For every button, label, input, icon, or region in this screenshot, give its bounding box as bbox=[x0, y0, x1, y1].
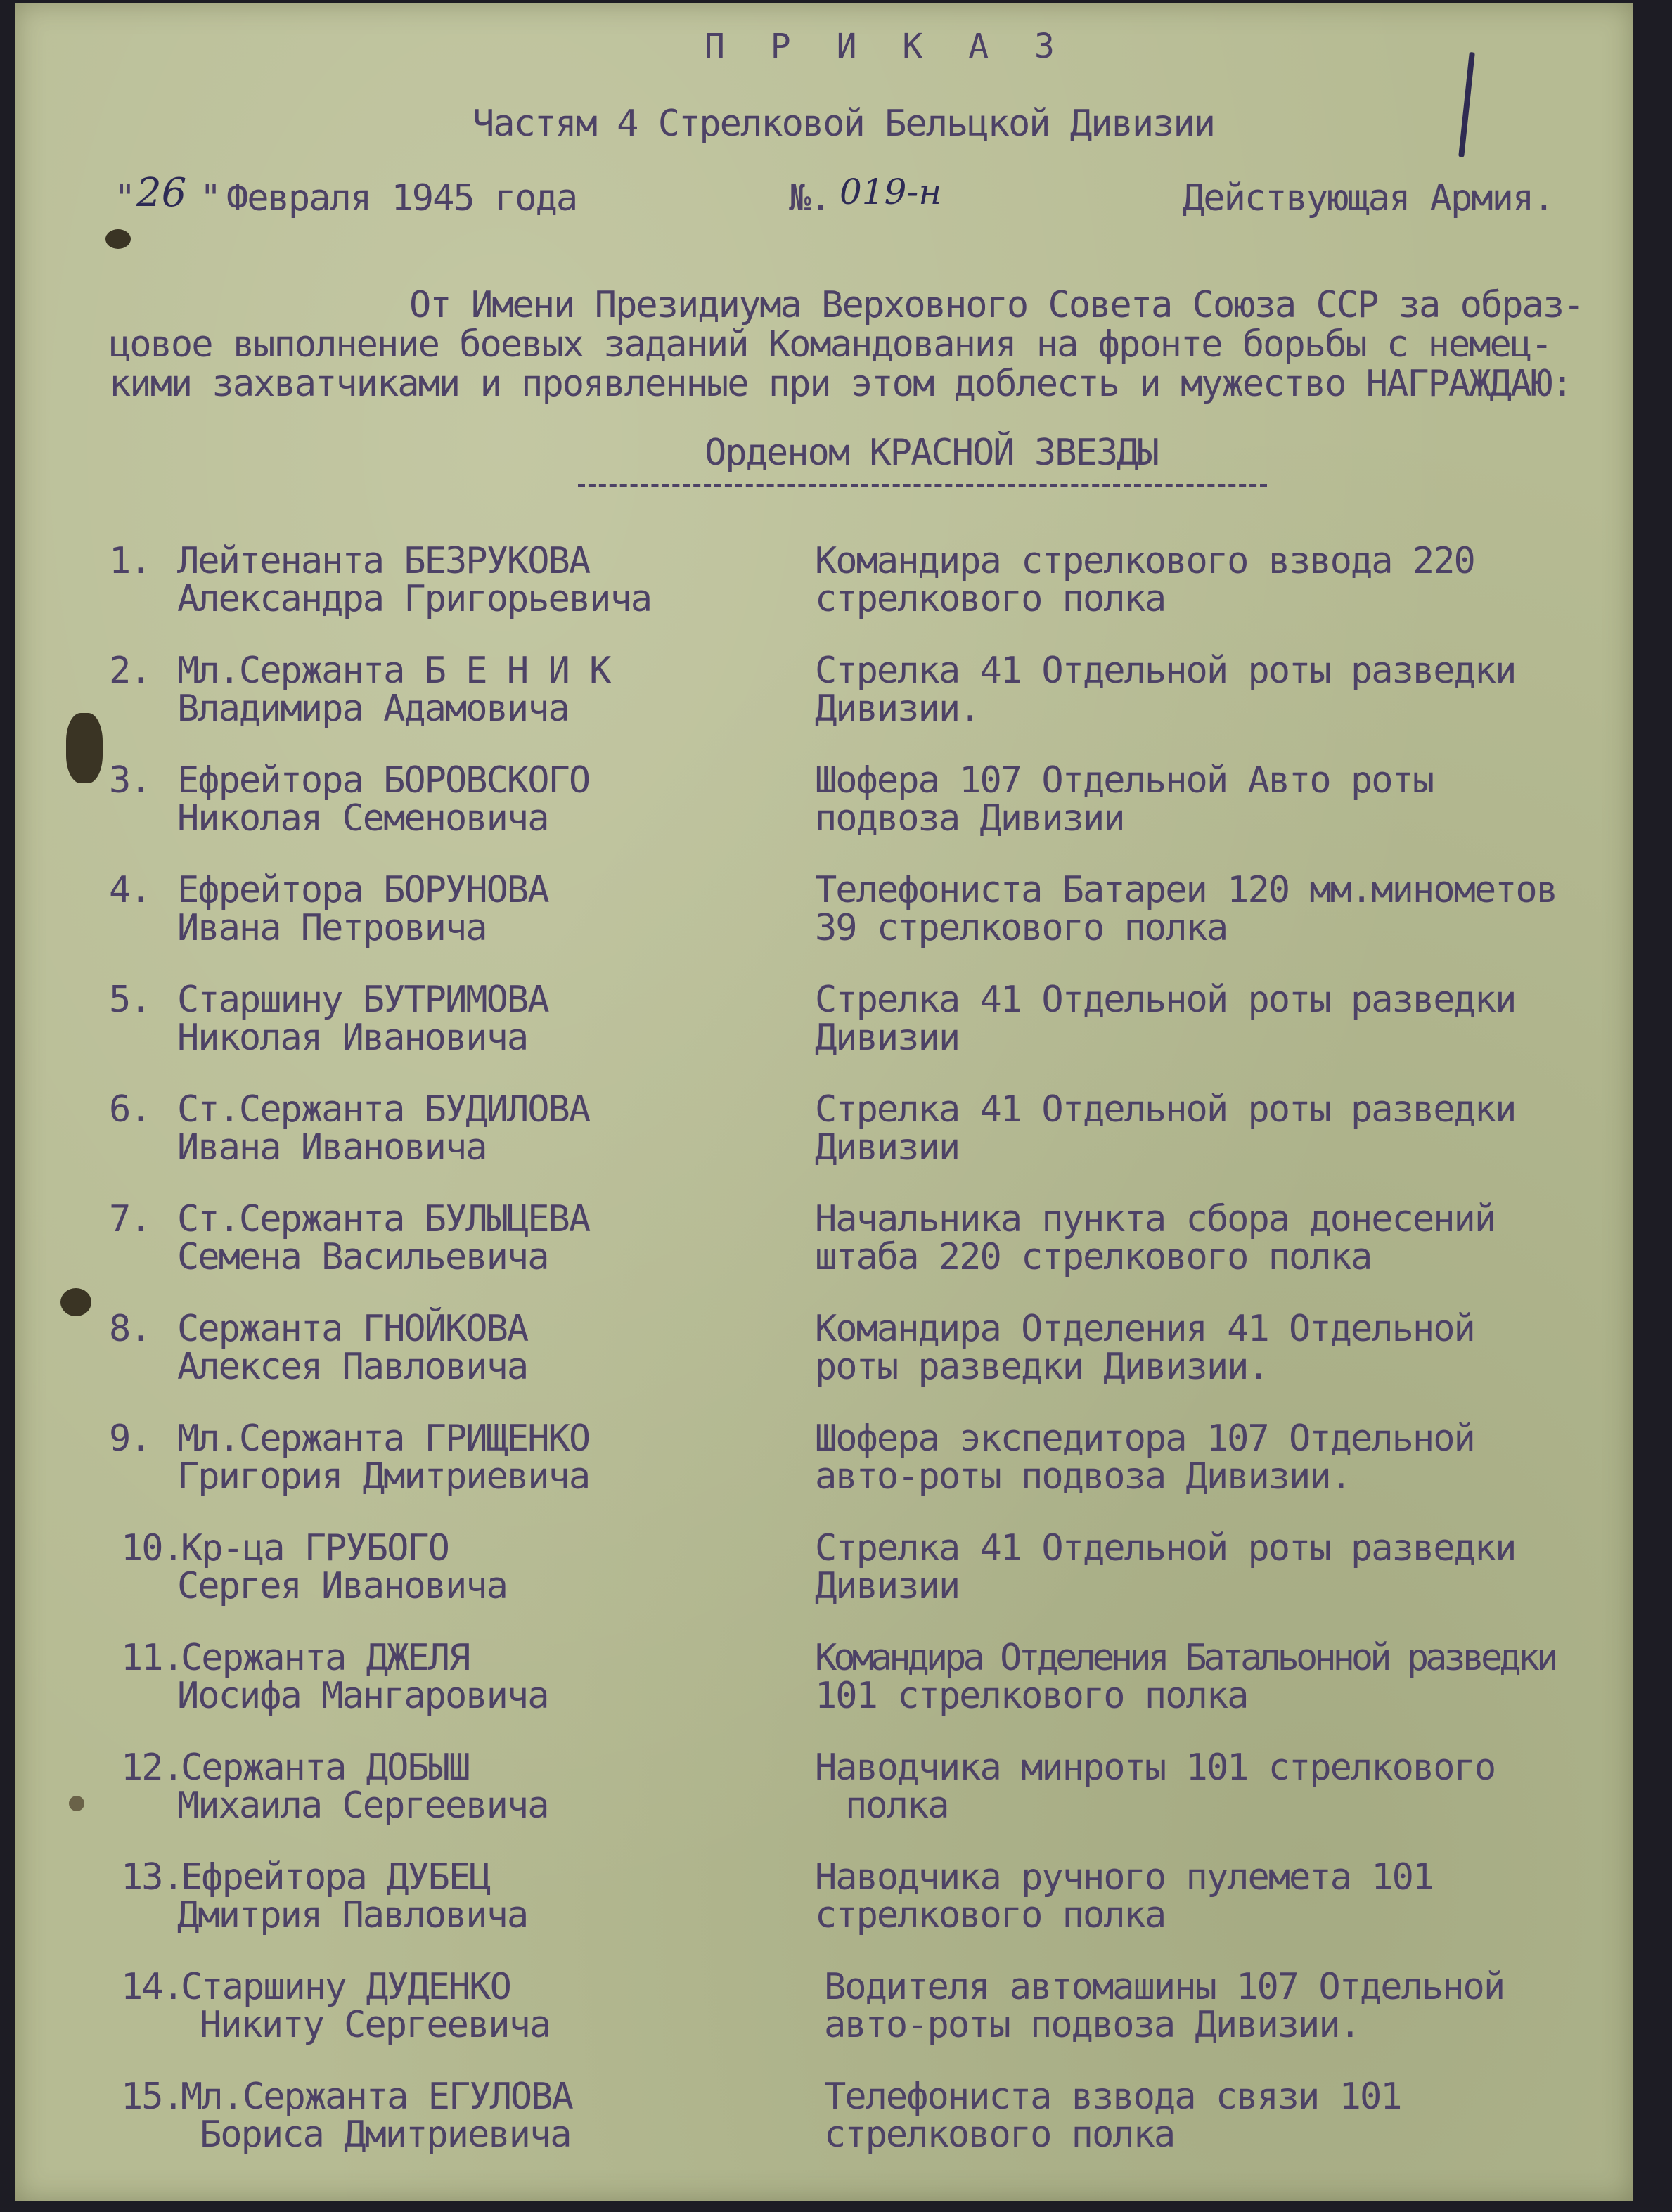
entry-position-line-1: Телефониста взвода связи 101 bbox=[824, 2076, 1401, 2118]
date-open-quote: " bbox=[114, 177, 135, 219]
award-entry-2 bbox=[15, 650, 1633, 755]
entry-position-line-2: полка bbox=[845, 1785, 948, 1827]
entry-rank-name: Ст.Сержанта БУЛЫЦЕВА bbox=[177, 1198, 590, 1240]
award-entry-11 bbox=[15, 1637, 1633, 1742]
date-text: Февраля 1945 года bbox=[226, 177, 577, 219]
entry-number: 10. bbox=[121, 1527, 183, 1569]
entry-number: 4. bbox=[109, 869, 150, 911]
entry-rank-name: Лейтенанта БЕЗРУКОВА bbox=[177, 540, 590, 582]
date-close-quote: " bbox=[200, 177, 221, 219]
award-entry-3 bbox=[15, 759, 1633, 865]
entry-number: 3. bbox=[109, 759, 150, 802]
entry-number: 14. bbox=[121, 1966, 183, 2008]
entry-rank-name: Сержанта ДЖЕЛЯ bbox=[181, 1637, 470, 1679]
entry-rank-name: Сержанта ДОБЫШ bbox=[181, 1747, 470, 1789]
entry-rank-name: Ст.Сержанта БУДИЛОВА bbox=[177, 1088, 590, 1131]
heading-underline bbox=[578, 484, 1267, 487]
entry-position-line-1: Командира стрелкового взвода 220 bbox=[815, 540, 1474, 582]
entry-rank-name: Мл.Сержанта ЕГУЛОВА bbox=[181, 2076, 572, 2118]
entry-position-line-1: Командира Отделения Батальонной разведки bbox=[815, 1637, 1555, 1679]
award-entry-10 bbox=[15, 1527, 1633, 1633]
entry-position-line-1: Стрелка 41 Отдельной роты разведки bbox=[815, 979, 1516, 1021]
entry-number: 8. bbox=[109, 1308, 150, 1350]
entry-number: 9. bbox=[109, 1417, 150, 1460]
entry-position-line-2: подвоза Дивизии bbox=[815, 797, 1124, 840]
entry-given-names: Николая Ивановича bbox=[177, 1017, 528, 1059]
entry-given-names: Дмитрия Павловича bbox=[177, 1894, 528, 1936]
entry-position-line-2: Дивизии bbox=[815, 1017, 960, 1059]
document-page bbox=[15, 3, 1633, 2201]
entry-given-names: Бориса Дмитриевича bbox=[200, 2114, 571, 2156]
pencil-mark bbox=[1458, 52, 1475, 157]
entry-position-line-1: Стрелка 41 Отдельной роты разведки bbox=[815, 1088, 1516, 1131]
award-entry-6 bbox=[15, 1088, 1633, 1194]
order-subtitle: Частям 4 Стрелковой Бельцкой Дивизии bbox=[472, 103, 1215, 145]
award-entry-8 bbox=[15, 1308, 1633, 1413]
entry-number: 12. bbox=[121, 1747, 183, 1789]
entry-given-names: Владимира Адамовича bbox=[177, 688, 569, 730]
army-text: Действующая Армия. bbox=[1183, 177, 1554, 219]
entry-number: 5. bbox=[109, 979, 150, 1021]
entry-number: 13. bbox=[121, 1856, 183, 1898]
entry-given-names: Ивана Ивановича bbox=[177, 1126, 487, 1169]
paper-damage-spot bbox=[69, 1796, 84, 1811]
date-day-handwritten: 26 bbox=[136, 170, 187, 216]
entry-rank-name: Кр-ца ГРУБОГО bbox=[181, 1527, 449, 1569]
entry-position-line-2: стрелкового полка bbox=[815, 578, 1166, 620]
entry-position-line-1: Наводчика ручного пулемета 101 bbox=[815, 1856, 1434, 1898]
entry-number: 1. bbox=[109, 540, 150, 582]
award-entry-9 bbox=[15, 1417, 1633, 1523]
entry-given-names: Семена Васильевича bbox=[177, 1236, 548, 1278]
entry-rank-name: Старшину БУТРИМОВА bbox=[177, 979, 548, 1021]
paper-damage-spot bbox=[105, 229, 131, 249]
entry-position-line-2: стрелкового полка bbox=[824, 2114, 1175, 2156]
entry-position-line-1: Стрелка 41 Отдельной роты разведки bbox=[815, 650, 1516, 692]
entry-given-names: Николая Семеновича bbox=[177, 797, 548, 840]
entry-position-line-1: Шофера экспедитора 107 Отдельной bbox=[815, 1417, 1474, 1460]
entry-position-line-2: Дивизии. bbox=[815, 688, 980, 730]
award-entry-15 bbox=[15, 2076, 1633, 2181]
preamble-line-1: От Имени Президиума Верховного Совета Союза ССР за образ- bbox=[409, 284, 1584, 326]
award-entry-1 bbox=[15, 540, 1633, 645]
award-heading: Орденом КРАСНОЙ ЗВЕЗДЫ bbox=[705, 432, 1158, 474]
entry-position-line-2: 39 стрелкового полка bbox=[815, 907, 1228, 949]
entry-position-line-2: Дивизии bbox=[815, 1126, 960, 1169]
entry-given-names: Сергея Ивановича bbox=[177, 1565, 507, 1607]
entry-position-line-1: Наводчика минроты 101 стрелкового bbox=[815, 1747, 1496, 1789]
entry-given-names: Никиту Сергеевича bbox=[200, 2004, 551, 2046]
entry-number: 15. bbox=[121, 2076, 183, 2118]
entry-given-names: Григория Дмитриевича bbox=[177, 1455, 590, 1498]
entry-given-names: Алексея Павловича bbox=[177, 1346, 528, 1388]
award-entry-12 bbox=[15, 1747, 1633, 1852]
award-entry-13 bbox=[15, 1856, 1633, 1962]
entry-position-line-1: Начальника пункта сбора донесений bbox=[815, 1198, 1496, 1240]
paper-damage-spot bbox=[60, 1288, 91, 1316]
entry-given-names: Михаила Сергеевича bbox=[177, 1785, 548, 1827]
entry-given-names: Александра Григорьевича bbox=[177, 578, 652, 620]
entry-given-names: Ивана Петровича bbox=[177, 907, 487, 949]
entry-position-line-1: Командира Отделения 41 Отдельной bbox=[815, 1308, 1474, 1350]
entry-rank-name: Ефрейтора БОРУНОВА bbox=[177, 869, 548, 911]
order-number-prefix: №. bbox=[789, 177, 830, 219]
entry-position-line-1: Водителя автомашины 107 Отдельной bbox=[824, 1966, 1505, 2008]
entry-rank-name: Мл.Сержанта ГРИЩЕНКО bbox=[177, 1417, 590, 1460]
entry-number: 6. bbox=[109, 1088, 150, 1131]
entry-rank-name: Старшину ДУДЕНКО bbox=[181, 1966, 510, 2008]
entry-number: 7. bbox=[109, 1198, 150, 1240]
order-number-handwritten: 019-н bbox=[840, 172, 942, 212]
entry-position-line-2: штаба 220 стрелкового полка bbox=[815, 1236, 1372, 1278]
order-title: П Р И К А З bbox=[705, 27, 1067, 66]
preamble-line-2: цовое выполнение боевых заданий Командования на фронте борьбы с немец- bbox=[109, 323, 1552, 366]
paper-damage-spot bbox=[66, 713, 103, 783]
entry-position-line-2: Дивизии bbox=[815, 1565, 960, 1607]
entry-rank-name: Мл.Сержанта Б Е Н И К bbox=[177, 650, 610, 692]
entry-position-line-2: 101 стрелкового полка bbox=[815, 1675, 1248, 1717]
award-entry-14 bbox=[15, 1966, 1633, 2071]
entry-position-line-2: авто-роты подвоза Дивизии. bbox=[824, 2004, 1360, 2046]
entry-rank-name: Сержанта ГНОЙКОВА bbox=[177, 1308, 528, 1350]
entry-rank-name: Ефрейтора ДУБЕЦ bbox=[181, 1856, 490, 1898]
entry-number: 2. bbox=[109, 650, 150, 692]
entry-position-line-1: Телефониста Батареи 120 мм.минометов bbox=[815, 869, 1557, 911]
award-entry-4 bbox=[15, 869, 1633, 975]
award-entry-5 bbox=[15, 979, 1633, 1084]
entry-rank-name: Ефрейтора БОРОВСКОГО bbox=[177, 759, 590, 802]
entry-position-line-2: роты разведки Дивизии. bbox=[815, 1346, 1268, 1388]
preamble-line-3: кими захватчиками и проявленные при этом доблесть и мужество НАГРАЖДАЮ: bbox=[109, 363, 1572, 405]
award-entry-7 bbox=[15, 1198, 1633, 1304]
entry-position-line-1: Шофера 107 Отдельной Авто роты bbox=[815, 759, 1434, 802]
entry-number: 11. bbox=[121, 1637, 183, 1679]
entry-position-line-2: стрелкового полка bbox=[815, 1894, 1166, 1936]
entry-position-line-1: Стрелка 41 Отдельной роты разведки bbox=[815, 1527, 1516, 1569]
entry-position-line-2: авто-роты подвоза Дивизии. bbox=[815, 1455, 1351, 1498]
entry-given-names: Иосифа Мангаровича bbox=[177, 1675, 548, 1717]
